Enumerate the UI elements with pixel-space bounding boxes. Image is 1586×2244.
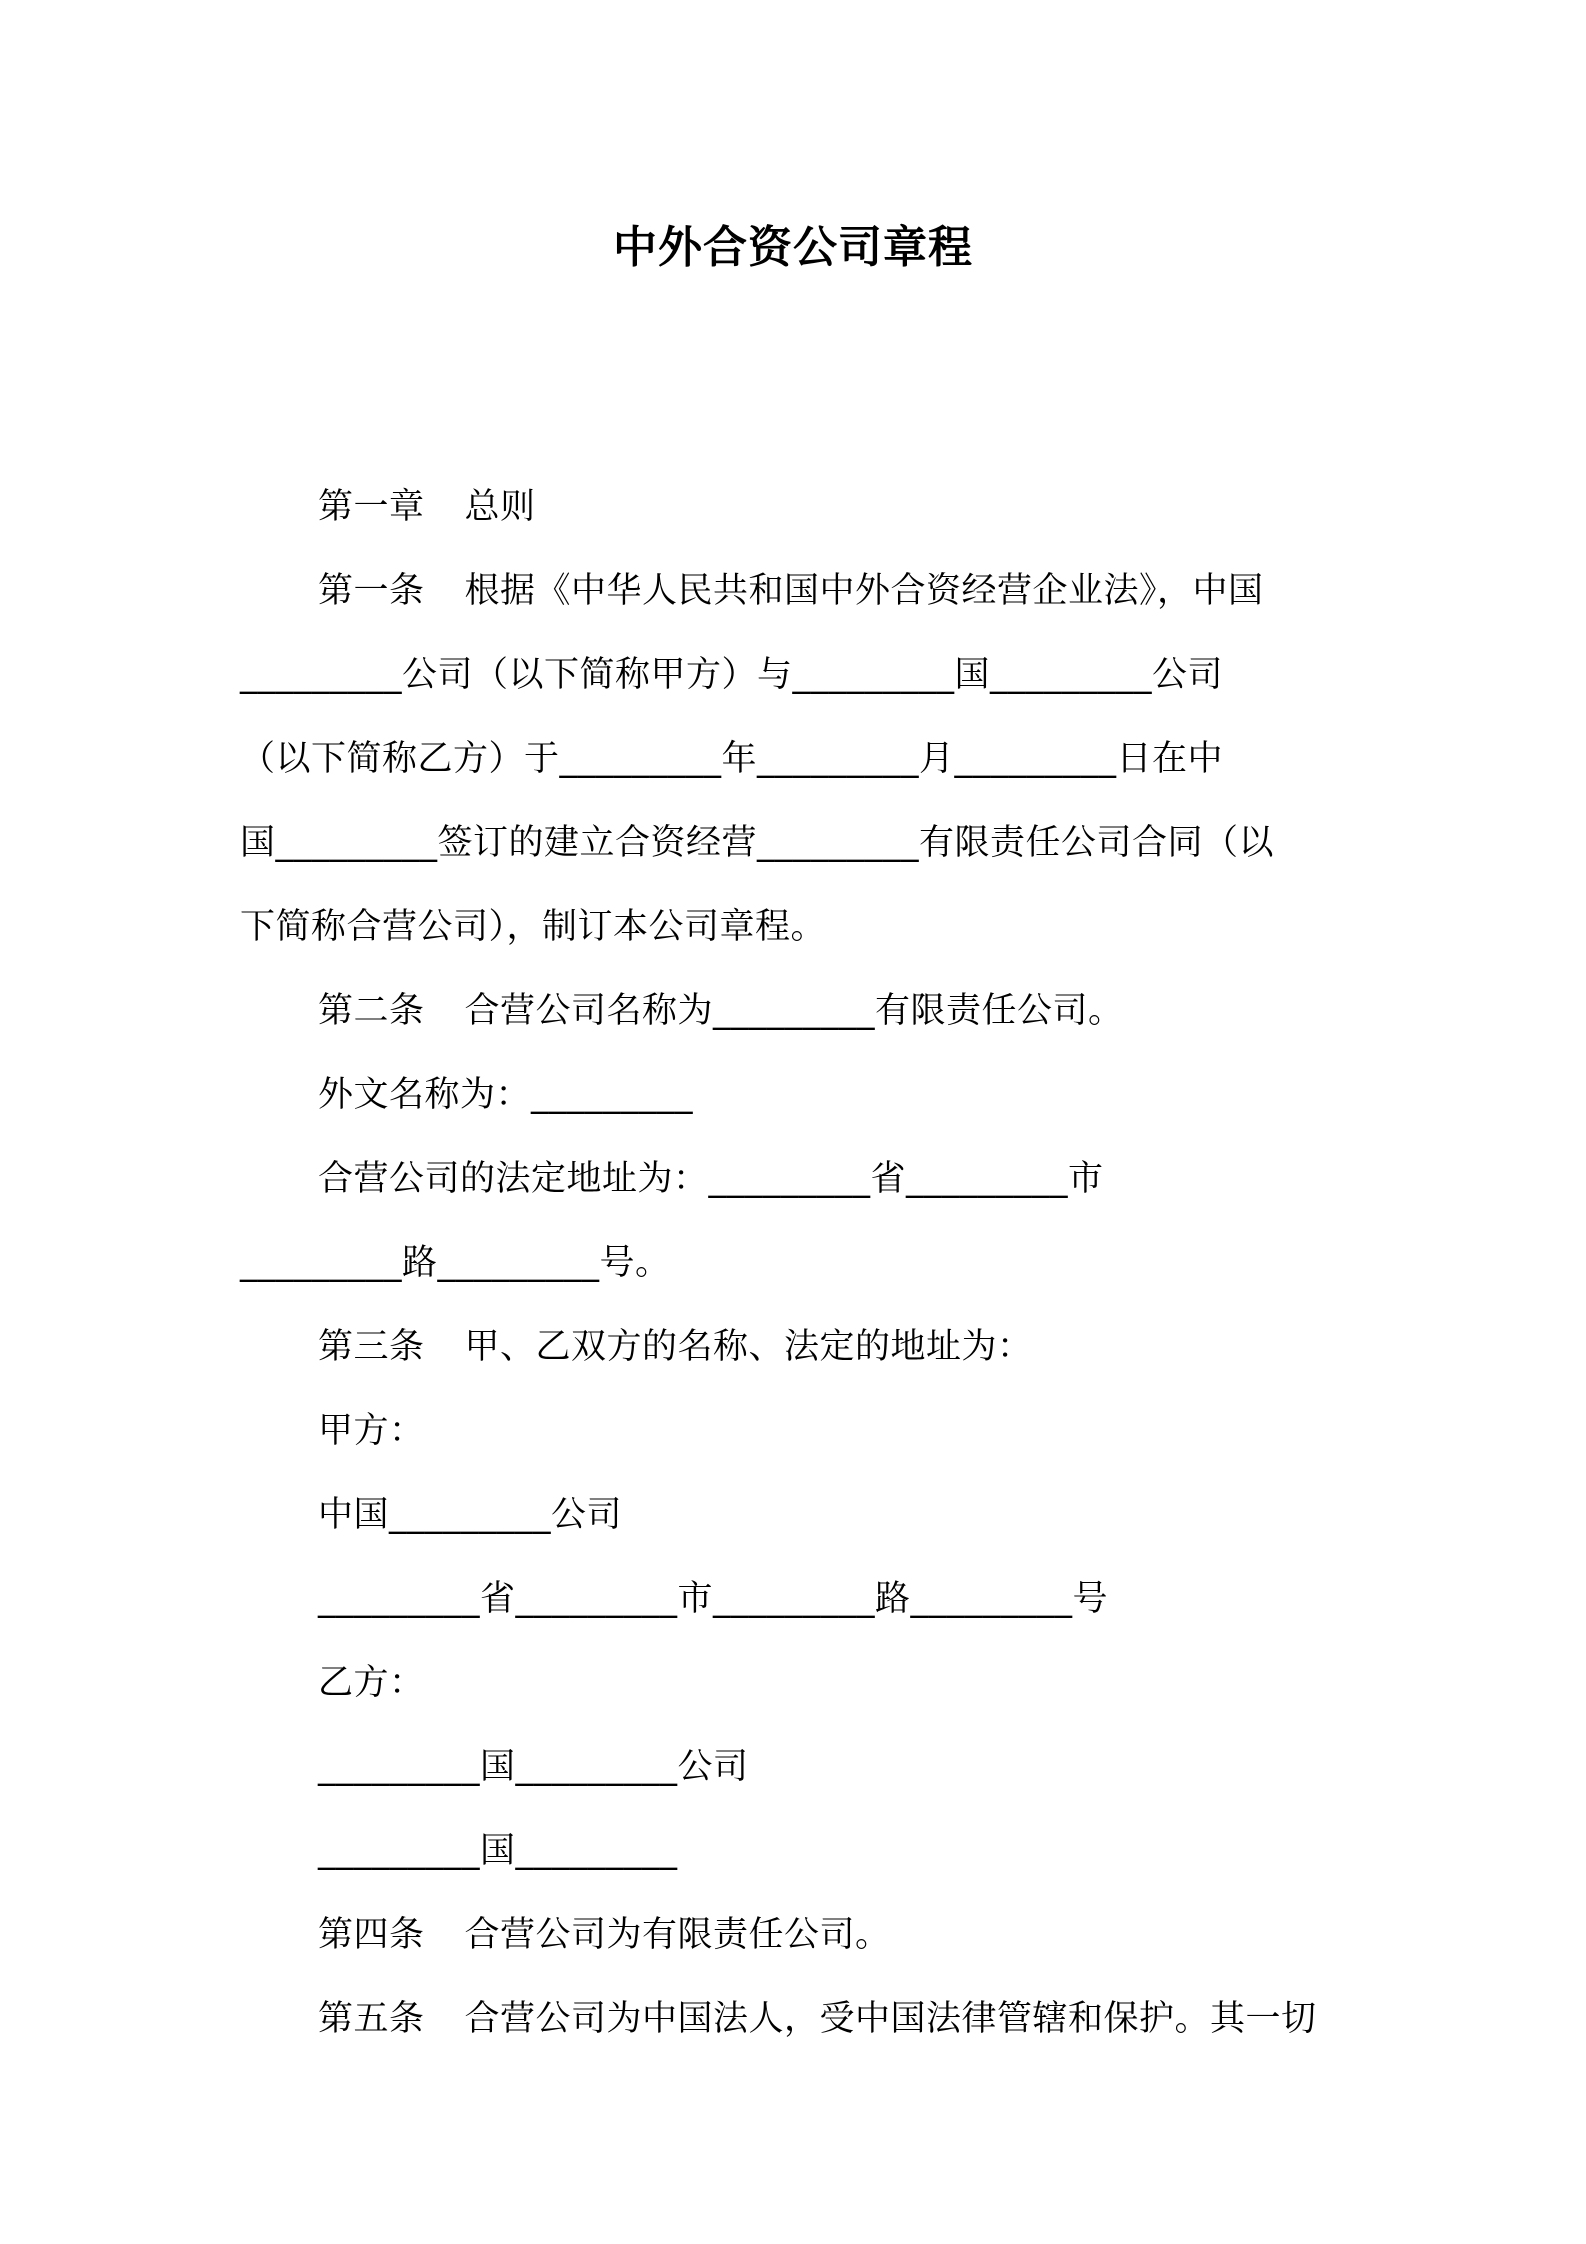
article-1-line-3: （以下简称乙方）于_________年_________月_________日在中: [240, 739, 1224, 779]
article-5-text: 合营公司为中国法人，受中国法律管辖和保护。其一切: [464, 1999, 1317, 2039]
party-b-label: 乙方：: [318, 1663, 425, 1703]
chapter-heading: [318, 482, 536, 532]
document-title: 中外合资公司章程: [613, 222, 973, 273]
article-1-line-2: _________公司（以下简称甲方）与_________国_________公司: [240, 655, 1224, 695]
party-a-address: _________省_________市_________路_________号: [318, 1579, 1109, 1619]
party-a-label: 甲方：: [318, 1411, 425, 1451]
party-a-name: 中国_________公司: [318, 1495, 623, 1535]
chapter-name: 总则: [464, 487, 536, 527]
legal-address-line-2: _________路_________号。: [240, 1243, 671, 1283]
article-1-line-1: [318, 566, 1264, 616]
chapter-label: 第一章: [318, 487, 425, 527]
article-1-label: 第一条: [318, 571, 425, 611]
party-b-name: _________国_________公司: [318, 1747, 749, 1787]
article-4-line: [318, 1910, 891, 1960]
article-5-label: 第五条: [318, 1999, 425, 2039]
article-1-text: 根据《中华人民共和国中外合资经营企业法》，中国: [464, 571, 1264, 611]
article-5-line: [318, 1994, 1317, 2044]
article-4-text: 合营公司为有限责任公司。: [464, 1915, 891, 1955]
article-2-line-1: [318, 986, 1124, 1036]
foreign-name-line: 外文名称为：_________: [318, 1075, 694, 1115]
article-2-text: 合营公司名称为_________有限责任公司。: [464, 991, 1124, 1031]
article-1-line-4: 国_________签订的建立合资经营_________有限责任公司合同（以: [240, 823, 1275, 863]
article-1-line-5: 下简称合营公司），制订本公司章程。: [240, 907, 827, 947]
article-2-label: 第二条: [318, 991, 425, 1031]
article-4-label: 第四条: [318, 1915, 425, 1955]
article-3-line-1: [318, 1322, 1033, 1372]
party-b-address: _________国_________: [318, 1831, 678, 1871]
article-3-label: 第三条: [318, 1327, 425, 1367]
legal-address-line: 合营公司的法定地址为：_________省_________市: [318, 1159, 1104, 1199]
article-3-text: 甲、乙双方的名称、法定的地址为：: [464, 1327, 1033, 1367]
